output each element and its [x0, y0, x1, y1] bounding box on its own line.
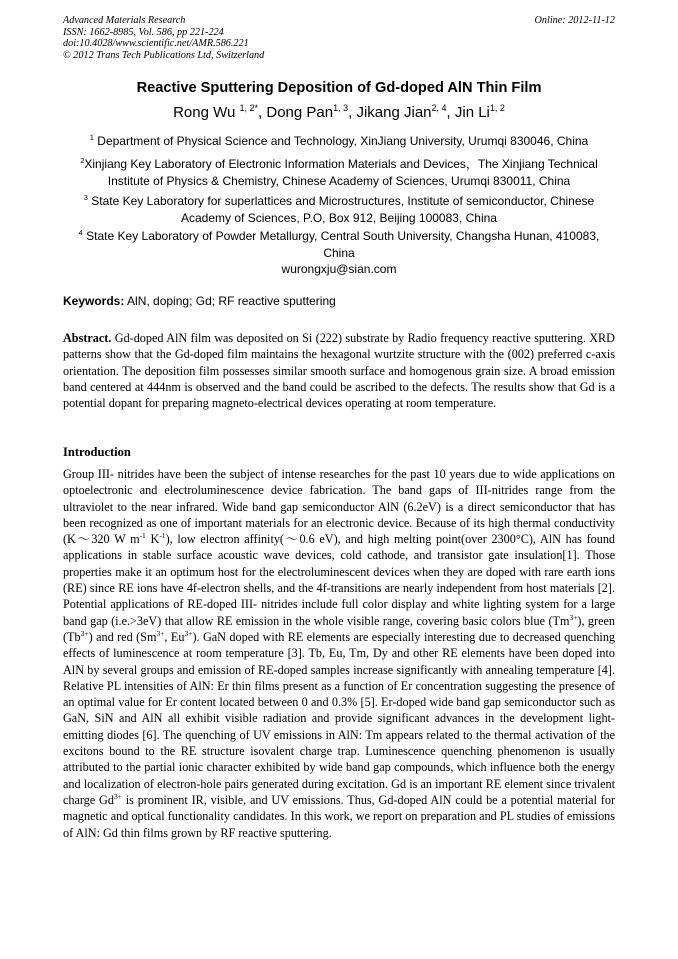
- author-affiliation-mark: 1, 2*: [239, 103, 259, 113]
- abstract: [63, 330, 615, 411]
- author-separator: ,: [446, 104, 455, 121]
- intro-text: , Eu: [164, 629, 185, 644]
- intro-text: is prominent IR, visible, and UV emissions. Thus, Gd-doped AlN could be a potential material for magnetic and optical functionality candidates. In this work, we report on preparation and PL studies of emissions of AlN: Gd thin films grown by RF reactive sputtering.: [63, 792, 615, 840]
- intro-superscript: 3+: [156, 628, 165, 638]
- affiliation-3: [63, 189, 615, 227]
- affiliation-text: State Key Laboratory for superlattices and Microstructures, Institute of semiconductor, Chinese Academy of Sciences, P.O, Box 912, Beijing 100083, China: [87, 194, 595, 225]
- intro-superscript: -1: [159, 531, 166, 541]
- affiliation-text: Xinjiang Key Laboratory of Electronic Information Materials and Devices，The Xinjiang Technical Institute of Physics & Chemistry, Chinese Academy of Sciences, Urumqi 830011, China: [84, 157, 598, 188]
- author-affiliation-mark: 1, 2: [489, 103, 505, 113]
- intro-superscript: 3+: [113, 791, 122, 801]
- journal-issn: ISSN: 1662-8985, Vol. 586, pp 221-224: [63, 26, 224, 38]
- journal-header: [63, 15, 615, 61]
- author-separator: ,: [348, 104, 357, 121]
- author-list: [63, 103, 615, 121]
- journal-doi: doi:10.4028/www.scientific.net/AMR.586.221: [63, 38, 249, 50]
- journal-name: Advanced Materials Research: [63, 15, 186, 26]
- affiliation-number: 1: [89, 133, 94, 142]
- intro-text: ), low electron affinity(～0.6 eV), and high melting point(over 2300°C), AlN has found applications in stable surface acoustic wave devices, cold cathode, and transistor gate insulation[1]. Those properties make it an optimum host for the electroluminescent devices when they are doped with rare earth ions (RE) since RE ions have 4f-electron shells, and the 4f-transitions are nearly independent from host materials [2]. Potential applications of RE-doped III- nitrides include full color display and white lighting system for a large band gap (i.e.>3eV) that allow RE emission in the whole visible range, covering basic colors blue (Tm: [63, 532, 616, 628]
- author-name: Rong Wu: [173, 104, 240, 121]
- author-affiliation-mark: 2, 4: [431, 103, 447, 113]
- introduction-paragraph: [63, 466, 615, 841]
- keywords: [63, 294, 615, 308]
- author-affiliation-mark: 1, 3: [333, 103, 349, 113]
- affiliation-number: 4: [78, 228, 83, 237]
- section-heading-introduction: Introduction: [63, 445, 131, 459]
- intro-superscript: 3+: [80, 628, 89, 638]
- author-email: wurongxju@sian.com: [281, 262, 397, 276]
- affiliation-number: 3: [83, 193, 88, 202]
- affiliation-text: Department of Physical Science and Technology, XinJiang University, Urumqi 830046, China: [93, 134, 589, 148]
- affiliation-2: [63, 152, 615, 190]
- affiliation-1: [63, 129, 615, 150]
- intro-text: Group III- nitrides have been the subject of intense researches for the past 10 years due to wide applications on optoelectronic and electroluminescence device fabrication. The band gaps of III-nitrides range from the ultraviolet to the near infrared. Wide band gap semiconductor AlN (6.2eV) is a direct semiconductor that has been recognized as one of important materials for an electronic device. Because of its high thermal conductivity (K～320 W m: [63, 467, 615, 547]
- intro-text: K: [145, 532, 160, 547]
- intro-text: ) and red (Sm: [88, 629, 157, 644]
- author-name: Jikang Jian: [356, 104, 432, 121]
- abstract-text: Gd-doped AlN film was deposited on Si (222) substrate by Radio frequency reactive sputtering. XRD patterns show that the Gd-doped film maintains the hexagonal wurtzite structure with the (002) preferred c-axis orientation. The deposition film possesses similar smooth surface and homogenous grain size. A broad emission band centered at 444nm is observed and the band could be ascribed to the defects. The results show that Gd is a potential dopant for preparing magneto-electrical devices operating at room temperature.: [63, 331, 615, 411]
- intro-superscript: -1: [139, 531, 146, 541]
- keywords-label: Keywords:: [63, 294, 125, 308]
- author-name: Dong Pan: [266, 104, 334, 121]
- affiliation-text: State Key Laboratory of Powder Metallurgy, Central South University, Changsha Hunan, 410083, China: [82, 229, 600, 260]
- author-name: Jin Li: [454, 104, 490, 121]
- affiliation-number: 2: [80, 156, 85, 165]
- intro-text: ). GaN doped with RE elements are especially interesting due to decreased quenching effects of luminescence at room temperature [3]. Tb, Eu, Tm, Dy and other RE elements have been doped into AlN by several groups and emission of RE-doped samples increase significantly with annealing temperature [4]. Relative PL intensities of AlN: Er thin films present as a function of Er concentration suggesting the presence of an optimal value for Er content located between 0 and 0.3% [5]. Er-doped wide band gap semiconductor such as GaN, SiN and AlN all exhibit visible radiation and provide significant advances in the development light-emitting diodes [6]. The quenching of UV emissions in AlN: Tm appears related to the thermal activation of the excitons bound to the RE structure isovalent charge trap. Luminescence quenching phenomenon is usually attributed to the partial ionic character exhibited by wide band gap compounds, which influence both the energy and localization of electron-hole pairs generated during excitation. Gd is an important RE element since trivalent charge Gd: [63, 629, 616, 807]
- intro-superscript: 3+: [569, 612, 578, 622]
- intro-superscript: 3+: [184, 628, 193, 638]
- abstract-label: Abstract.: [63, 331, 112, 345]
- keywords-text: AlN, doping; Gd; RF reactive sputtering: [124, 294, 336, 308]
- intro-text: ), green (Tb: [63, 613, 615, 644]
- affiliation-4: [63, 224, 615, 262]
- author-separator: ,: [258, 104, 267, 121]
- journal-copyright: © 2012 Trans Tech Publications Ltd, Switzerland: [63, 49, 265, 61]
- online-date: Online: 2012-11-12: [534, 15, 615, 26]
- paper-title: Reactive Sputtering Deposition of Gd-doped AlN Thin Film: [136, 80, 542, 96]
